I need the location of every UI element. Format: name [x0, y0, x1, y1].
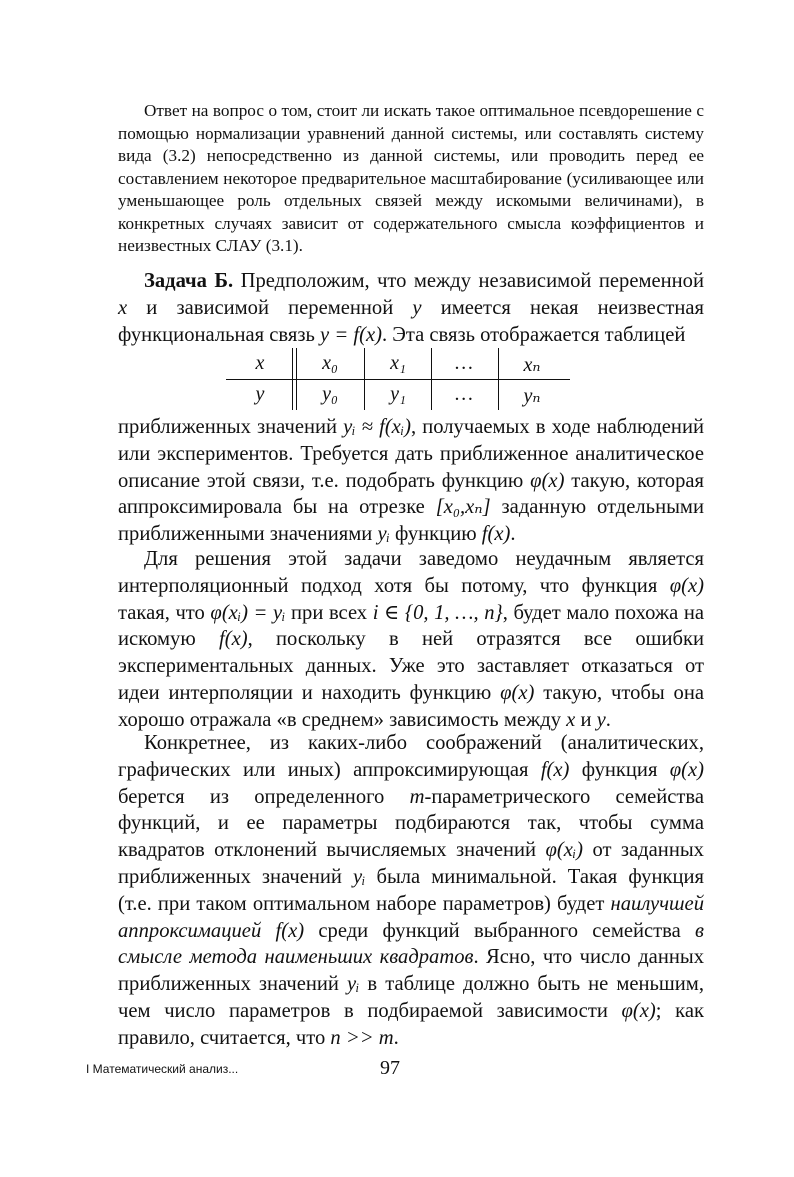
table-cell: y₁: [390, 383, 406, 405]
emphasis-term: в смысле метода наименьших квадратов: [118, 919, 704, 969]
table-divider: [292, 348, 293, 410]
text-run: , получаемых в ходе наблюдений или экспериментов. Требуется дать приближенное аналитическое описание этой связи, т.е. подобрать функцию: [118, 416, 704, 492]
table-divider: [296, 348, 297, 410]
table-cell: x₀: [322, 352, 338, 374]
math-y: y: [412, 296, 422, 319]
math-formula: φ(x): [621, 999, 656, 1022]
table-cell: x₁: [390, 352, 406, 374]
text-run: при всех: [285, 601, 373, 624]
text-run: заданную отдельными приближенными значениями: [118, 496, 704, 546]
math-formula: f(x): [219, 628, 248, 651]
text-run: от заданных приближенных значений: [118, 839, 704, 888]
math-formula: f(x): [481, 523, 511, 546]
text-run: Конкретнее, из каких-либо соображений (аналитических, графических или иных) аппроксимирующая: [118, 732, 704, 781]
text-run: .: [393, 1026, 399, 1049]
math-formula: φ(xᵢ): [545, 839, 583, 862]
math-formula: y = f(x): [320, 323, 382, 346]
text-run: берется из определенного: [118, 785, 410, 808]
text-run: Предположим, что между независимой переменной: [233, 270, 704, 292]
text-run: .: [605, 708, 611, 731]
text-run: , будет мало похожа на искомую: [118, 601, 704, 651]
table-row-separator: [226, 379, 570, 380]
text-run: . Эта связь отображается таблицей: [381, 323, 686, 346]
text-run: [261, 920, 275, 942]
interpolation-paragraph: [118, 546, 704, 734]
text-run: Для решения этой задачи заведомо неудачным является интерполяционный подход хотя бы потому, что функция: [118, 548, 704, 597]
text-run: в таблице должно быть не меньшим, чем число параметров в подбираемой зависимости: [118, 973, 704, 1022]
table-cell: y₀: [322, 383, 338, 405]
math-formula: φ(x): [669, 758, 705, 781]
math-formula: [x₀,xₙ]: [435, 496, 491, 519]
text-run: ; как правило, считается, что: [118, 999, 704, 1049]
table-cell: …: [455, 352, 473, 374]
text-run: функция: [569, 758, 670, 781]
emphasis-term: наилучшей аппроксимацией: [118, 892, 704, 942]
table-divider: [364, 348, 365, 410]
math-formula: x: [566, 708, 576, 731]
text-run: , поскольку в ней отразятся все ошибки экспериментальных данных. Уже это заставляет отказаться от идеи интерполяции и находить функцию: [118, 628, 704, 704]
text-run: .: [510, 523, 516, 546]
math-x: x: [118, 296, 128, 319]
math-formula: yᵢ ≈ f(xᵢ): [343, 416, 411, 438]
math-formula: φ(x): [669, 574, 704, 597]
text-run: такую, которая аппроксимировала бы на отрезке: [118, 469, 704, 519]
math-formula: φ(x): [530, 469, 565, 492]
intro-paragraph: Ответ на вопрос о том, стоит ли искать такое оптимальное псевдорешение с помощью нормализации уравнений данной системы, или составлять систему вида (3.2) непосредственно из данной системы, или проводить перед ее составлением некоторое предварительное масштабирование (усиливающее или уменьшающее роль отдельных связей между искомыми величинами), в конкретных случаях зависит от содержательного смысла коэффициентов и неизвестных СЛАУ (3.1).: [118, 101, 704, 255]
math-formula: φ(x): [500, 681, 535, 704]
values-table: [226, 348, 570, 410]
table-cell: y: [255, 383, 265, 405]
math-formula: n >> m: [330, 1026, 394, 1049]
table-divider: [498, 348, 499, 410]
task-b-paragraph: [118, 268, 704, 348]
math-formula: i ∈ {0, 1, …, n}: [372, 601, 503, 624]
after-table-paragraph: [118, 414, 704, 548]
table-divider: [431, 348, 432, 410]
text-run: такая, что: [118, 601, 211, 624]
page-number: 97: [380, 1057, 400, 1079]
math-formula: y: [596, 708, 606, 731]
task-heading: Задача Б.: [144, 270, 234, 292]
math-formula: yᵢ: [377, 523, 390, 546]
text-run: имеется некая неизвестная функциональная связь: [118, 296, 704, 346]
text-run: -параметрического семейства функций, и ее параметры подбираются так, чтобы сумма квадратов отклонений вычисляемых значений: [118, 785, 704, 862]
text-run: была минимальной. Такая функция (т.е. при таком оптимальном наборе параметров) будет: [118, 865, 704, 915]
text-run: и зависимой переменной: [127, 296, 413, 319]
footer-signature: I Математический анализ...: [86, 1062, 239, 1076]
math-formula: f(x): [540, 758, 570, 781]
table-cell: yₙ: [523, 385, 541, 407]
text-run: среди функций выбранного семейства: [304, 919, 696, 942]
math-formula: f(x): [275, 919, 305, 942]
text-run: функцию: [389, 523, 482, 546]
math-formula: m: [409, 785, 425, 808]
text-run: и: [575, 708, 597, 731]
math-formula: φ(xᵢ) = yᵢ: [210, 601, 286, 624]
least-squares-paragraph: [118, 730, 704, 1052]
text-run: такую, чтобы она хорошо отражала «в среднем» зависимость между: [118, 681, 704, 731]
table-cell: …: [455, 383, 473, 405]
table-cell: xₙ: [523, 354, 541, 376]
math-formula: yᵢ: [346, 973, 360, 996]
text-run: . Ясно, что число данных приближенных значений: [118, 946, 704, 996]
text-run: приближенных значений: [118, 416, 344, 438]
math-formula: yᵢ: [353, 865, 366, 888]
table-cell: x: [255, 352, 265, 374]
